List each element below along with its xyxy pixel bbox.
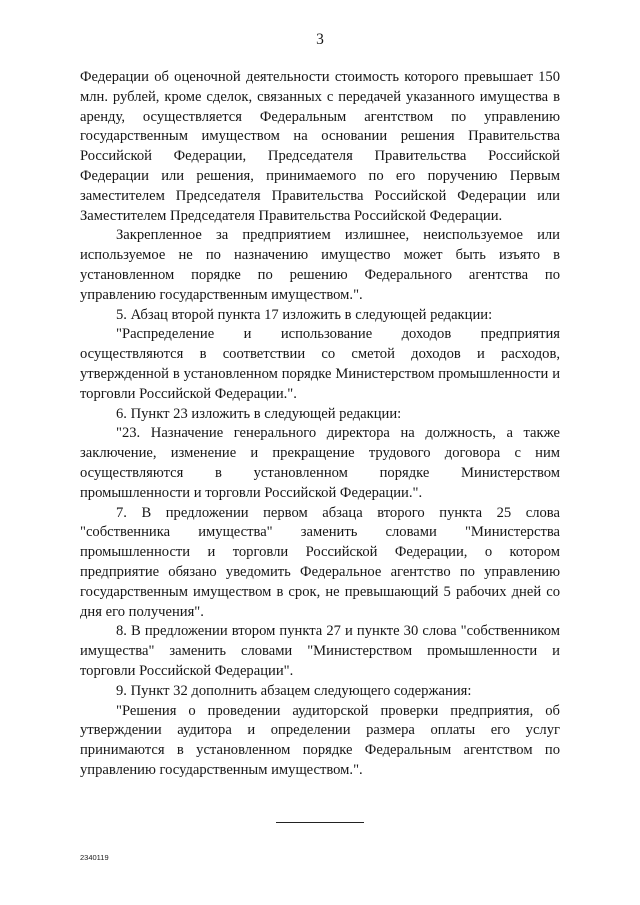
paragraph-continuation: Федерации об оценочной деятельности стоимость которого превышает 150 млн. рублей, кроме сделок, связанных с передачей указанного имущества в аренду, осуществляется Федеральным агентством по управлению государственным имуществом на основании решения Правительства Российской Федерации, Председателя Правительства Российской Федерации или решения, принимаемого по его поручению Первым заместителем Председателя Правительства Российской Федерации или Заместителем Председателя Правительства Российской Федерации. xyxy=(80,69,560,224)
paragraph-seized-property: Закрепленное за предприятием излишнее, неиспользуемое или используемое не по назначению имущество может быть изъято в установленном порядке по решению Федерального агентства по управлению государственным имуществом.". xyxy=(80,227,560,303)
paragraph-item-5-text: "Распределение и использование доходов предприятия осуществляются в соответствии со сметой доходов и расходов, утвержденной в установленном порядке Министерством промышленности и торговли Российской Федерации.". xyxy=(80,326,560,402)
paragraph-item-8: 8. В предложении втором пункта 27 и пункте 30 слова "собственником имущества" заменить словами "Министерством промышленности и торговли Российской Федерации". xyxy=(80,623,560,679)
footer-rule xyxy=(276,822,364,823)
page-number: 3 xyxy=(316,31,324,48)
paragraph-item-5: 5. Абзац второй пункта 17 изложить в следующей редакции: xyxy=(116,306,493,323)
document-code: 2340119 xyxy=(80,853,109,862)
paragraph-item-7: 7. В предложении первом абзаца второго пункта 25 слова "собственника имущества" заменить словами "Министерства промышленности и торговли Российской Федерации, о котором предприятие обязано уведомить Федеральное агентство по управлению государственным имуществом в срок, не превышающий 5 рабочих дней со дня его получения". xyxy=(80,504,560,620)
document-body xyxy=(80,68,560,781)
paragraph-item-9-text: "Решения о проведении аудиторской проверки предприятия, об утверждении аудитора и определении размера оплаты его услуг принимаются в установленном порядке Федеральным агентством по управлению государственным имуществом.". xyxy=(80,702,560,778)
paragraph-item-6: 6. Пункт 23 изложить в следующей редакции: xyxy=(116,405,402,422)
paragraph-item-9: 9. Пункт 32 дополнить абзацем следующего содержания: xyxy=(116,682,472,699)
paragraph-item-6-text: "23. Назначение генерального директора на должность, а также заключение, изменение и прекращение трудового договора с ним осуществляются в установленном порядке Министерством промышленности и торговли Российской Федерации.". xyxy=(80,425,560,501)
